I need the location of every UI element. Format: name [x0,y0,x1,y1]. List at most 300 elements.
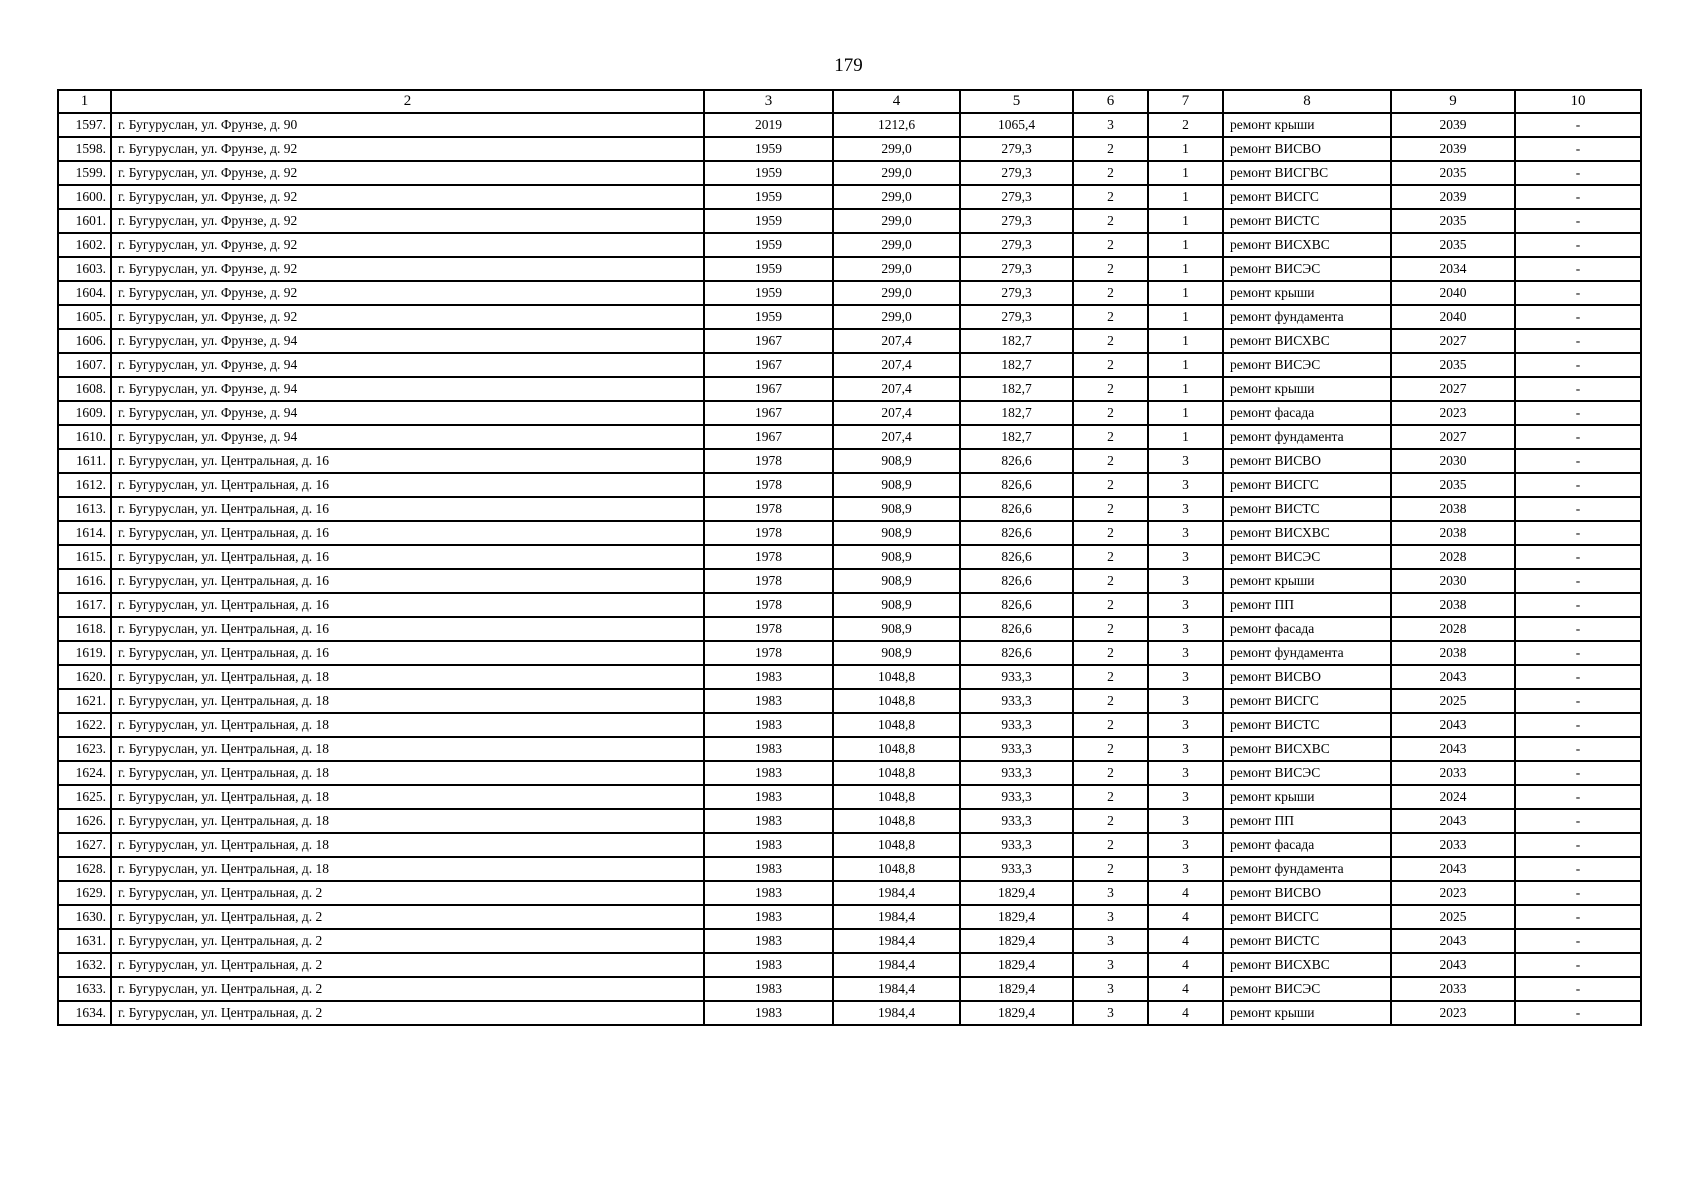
cell-row-number: 1631. [58,929,111,953]
column-header: 7 [1148,90,1223,113]
cell-work-type: ремонт ВИСХВС [1223,521,1391,545]
cell-entrances: 1 [1148,185,1223,209]
cell-entrances: 1 [1148,137,1223,161]
cell-living-area: 933,3 [960,761,1073,785]
cell-note: - [1515,137,1641,161]
cell-living-area: 1829,4 [960,1001,1073,1025]
cell-work-type: ремонт ВИСХВС [1223,329,1391,353]
cell-note: - [1515,377,1641,401]
cell-planned-year: 2033 [1391,977,1515,1001]
cell-work-type: ремонт крыши [1223,1001,1391,1025]
table-row [58,209,1641,233]
cell-year-built: 1983 [704,977,833,1001]
cell-note: - [1515,857,1641,881]
cell-work-type: ремонт ВИСХВС [1223,737,1391,761]
cell-work-type: ремонт фасада [1223,401,1391,425]
cell-year-built: 1959 [704,137,833,161]
cell-floors: 2 [1073,329,1148,353]
cell-entrances: 3 [1148,809,1223,833]
cell-total-area: 299,0 [833,305,960,329]
table-row [58,113,1641,137]
cell-entrances: 1 [1148,425,1223,449]
cell-year-built: 1978 [704,593,833,617]
cell-row-number: 1625. [58,785,111,809]
cell-floors: 3 [1073,113,1148,137]
cell-entrances: 4 [1148,1001,1223,1025]
cell-total-area: 1048,8 [833,737,960,761]
cell-year-built: 1978 [704,449,833,473]
cell-planned-year: 2039 [1391,185,1515,209]
cell-address: г. Бугуруслан, ул. Центральная, д. 18 [111,833,704,857]
cell-work-type: ремонт ВИСТС [1223,929,1391,953]
cell-living-area: 933,3 [960,833,1073,857]
table-row [58,545,1641,569]
cell-row-number: 1613. [58,497,111,521]
table-row [58,473,1641,497]
cell-total-area: 299,0 [833,137,960,161]
table-row [58,857,1641,881]
cell-year-built: 1967 [704,353,833,377]
cell-planned-year: 2040 [1391,305,1515,329]
cell-work-type: ремонт фундамента [1223,641,1391,665]
cell-note: - [1515,785,1641,809]
cell-total-area: 908,9 [833,641,960,665]
cell-planned-year: 2028 [1391,617,1515,641]
table-row [58,881,1641,905]
column-header: 9 [1391,90,1515,113]
cell-floors: 2 [1073,665,1148,689]
cell-address: г. Бугуруслан, ул. Центральная, д. 16 [111,449,704,473]
cell-total-area: 908,9 [833,593,960,617]
table-row [58,233,1641,257]
cell-floors: 2 [1073,281,1148,305]
table-row [58,689,1641,713]
cell-address: г. Бугуруслан, ул. Центральная, д. 18 [111,713,704,737]
cell-note: - [1515,617,1641,641]
cell-note: - [1515,881,1641,905]
cell-work-type: ремонт ВИСВО [1223,881,1391,905]
cell-entrances: 1 [1148,377,1223,401]
table-row [58,761,1641,785]
cell-planned-year: 2038 [1391,521,1515,545]
cell-entrances: 3 [1148,761,1223,785]
cell-living-area: 279,3 [960,305,1073,329]
cell-planned-year: 2033 [1391,761,1515,785]
table-row [58,329,1641,353]
cell-work-type: ремонт ВИСЭС [1223,545,1391,569]
cell-entrances: 1 [1148,257,1223,281]
cell-total-area: 299,0 [833,257,960,281]
cell-living-area: 279,3 [960,185,1073,209]
cell-floors: 3 [1073,977,1148,1001]
cell-total-area: 299,0 [833,233,960,257]
table-row [58,449,1641,473]
cell-entrances: 3 [1148,665,1223,689]
cell-entrances: 3 [1148,593,1223,617]
cell-living-area: 182,7 [960,377,1073,401]
cell-total-area: 908,9 [833,545,960,569]
cell-address: г. Бугуруслан, ул. Центральная, д. 16 [111,497,704,521]
cell-planned-year: 2038 [1391,593,1515,617]
cell-address: г. Бугуруслан, ул. Центральная, д. 18 [111,665,704,689]
cell-entrances: 4 [1148,953,1223,977]
cell-row-number: 1615. [58,545,111,569]
cell-entrances: 3 [1148,473,1223,497]
cell-living-area: 933,3 [960,785,1073,809]
cell-address: г. Бугуруслан, ул. Центральная, д. 2 [111,1001,704,1025]
cell-living-area: 279,3 [960,281,1073,305]
cell-note: - [1515,593,1641,617]
cell-work-type: ремонт ВИСХВС [1223,953,1391,977]
cell-entrances: 3 [1148,569,1223,593]
cell-planned-year: 2043 [1391,929,1515,953]
cell-row-number: 1624. [58,761,111,785]
cell-entrances: 3 [1148,689,1223,713]
cell-year-built: 1983 [704,953,833,977]
table-row [58,713,1641,737]
cell-address: г. Бугуруслан, ул. Фрунзе, д. 90 [111,113,704,137]
cell-planned-year: 2027 [1391,425,1515,449]
cell-floors: 3 [1073,905,1148,929]
cell-row-number: 1627. [58,833,111,857]
cell-planned-year: 2038 [1391,641,1515,665]
cell-work-type: ремонт ВИСГС [1223,185,1391,209]
cell-living-area: 933,3 [960,857,1073,881]
cell-year-built: 1959 [704,209,833,233]
cell-floors: 3 [1073,881,1148,905]
cell-row-number: 1599. [58,161,111,185]
cell-planned-year: 2043 [1391,809,1515,833]
cell-total-area: 207,4 [833,377,960,401]
cell-total-area: 1984,4 [833,953,960,977]
cell-work-type: ремонт фундамента [1223,857,1391,881]
cell-row-number: 1602. [58,233,111,257]
cell-floors: 2 [1073,185,1148,209]
cell-address: г. Бугуруслан, ул. Центральная, д. 2 [111,977,704,1001]
cell-work-type: ремонт фундамента [1223,305,1391,329]
cell-row-number: 1597. [58,113,111,137]
cell-planned-year: 2043 [1391,665,1515,689]
cell-address: г. Бугуруслан, ул. Фрунзе, д. 92 [111,209,704,233]
cell-living-area: 933,3 [960,713,1073,737]
cell-floors: 3 [1073,929,1148,953]
cell-total-area: 908,9 [833,569,960,593]
cell-note: - [1515,425,1641,449]
cell-year-built: 1983 [704,785,833,809]
cell-row-number: 1608. [58,377,111,401]
cell-planned-year: 2040 [1391,281,1515,305]
cell-note: - [1515,905,1641,929]
table-row [58,977,1641,1001]
cell-total-area: 299,0 [833,209,960,233]
cell-address: г. Бугуруслан, ул. Фрунзе, д. 92 [111,281,704,305]
cell-address: г. Бугуруслан, ул. Центральная, д. 16 [111,521,704,545]
cell-row-number: 1626. [58,809,111,833]
table-row [58,377,1641,401]
table-row [58,281,1641,305]
column-header: 2 [111,90,704,113]
cell-work-type: ремонт фасада [1223,617,1391,641]
cell-note: - [1515,713,1641,737]
cell-row-number: 1632. [58,953,111,977]
cell-year-built: 1959 [704,305,833,329]
cell-living-area: 1829,4 [960,977,1073,1001]
column-header: 10 [1515,90,1641,113]
cell-work-type: ремонт ВИСХВС [1223,233,1391,257]
table-row [58,785,1641,809]
cell-address: г. Бугуруслан, ул. Центральная, д. 16 [111,569,704,593]
cell-living-area: 826,6 [960,641,1073,665]
cell-total-area: 207,4 [833,353,960,377]
cell-address: г. Бугуруслан, ул. Центральная, д. 2 [111,953,704,977]
cell-row-number: 1606. [58,329,111,353]
table-row [58,569,1641,593]
table-row [58,425,1641,449]
cell-year-built: 1983 [704,761,833,785]
cell-planned-year: 2023 [1391,1001,1515,1025]
cell-year-built: 1983 [704,929,833,953]
cell-address: г. Бугуруслан, ул. Фрунзе, д. 92 [111,137,704,161]
cell-note: - [1515,329,1641,353]
cell-total-area: 1048,8 [833,713,960,737]
table-header-row [58,90,1641,113]
cell-year-built: 1978 [704,521,833,545]
cell-floors: 2 [1073,209,1148,233]
cell-row-number: 1607. [58,353,111,377]
cell-entrances: 3 [1148,833,1223,857]
table-row [58,401,1641,425]
cell-address: г. Бугуруслан, ул. Центральная, д. 18 [111,761,704,785]
cell-floors: 2 [1073,377,1148,401]
cell-address: г. Бугуруслан, ул. Центральная, д. 16 [111,641,704,665]
cell-entrances: 3 [1148,737,1223,761]
cell-entrances: 3 [1148,785,1223,809]
registry-table [57,89,1642,1026]
cell-total-area: 1984,4 [833,929,960,953]
cell-living-area: 1065,4 [960,113,1073,137]
cell-entrances: 3 [1148,545,1223,569]
cell-year-built: 1978 [704,617,833,641]
cell-year-built: 1983 [704,833,833,857]
cell-entrances: 1 [1148,161,1223,185]
cell-note: - [1515,809,1641,833]
cell-planned-year: 2035 [1391,353,1515,377]
cell-year-built: 1967 [704,401,833,425]
cell-row-number: 1622. [58,713,111,737]
cell-note: - [1515,185,1641,209]
cell-total-area: 207,4 [833,401,960,425]
cell-entrances: 1 [1148,353,1223,377]
cell-living-area: 826,6 [960,593,1073,617]
cell-total-area: 1984,4 [833,881,960,905]
cell-note: - [1515,977,1641,1001]
cell-entrances: 3 [1148,497,1223,521]
cell-planned-year: 2043 [1391,857,1515,881]
cell-note: - [1515,257,1641,281]
cell-living-area: 933,3 [960,665,1073,689]
page-number: 179 [834,55,863,76]
cell-year-built: 1967 [704,425,833,449]
cell-work-type: ремонт ВИСТС [1223,209,1391,233]
cell-entrances: 4 [1148,929,1223,953]
table-row [58,161,1641,185]
cell-total-area: 299,0 [833,281,960,305]
cell-year-built: 1978 [704,497,833,521]
cell-planned-year: 2034 [1391,257,1515,281]
cell-living-area: 182,7 [960,329,1073,353]
cell-note: - [1515,233,1641,257]
cell-planned-year: 2035 [1391,209,1515,233]
cell-address: г. Бугуруслан, ул. Фрунзе, д. 92 [111,257,704,281]
cell-note: - [1515,209,1641,233]
cell-row-number: 1628. [58,857,111,881]
cell-planned-year: 2043 [1391,737,1515,761]
cell-total-area: 207,4 [833,425,960,449]
table-row [58,521,1641,545]
cell-living-area: 826,6 [960,497,1073,521]
cell-row-number: 1605. [58,305,111,329]
cell-year-built: 1978 [704,569,833,593]
cell-note: - [1515,833,1641,857]
cell-entrances: 3 [1148,713,1223,737]
cell-floors: 2 [1073,569,1148,593]
cell-address: г. Бугуруслан, ул. Центральная, д. 2 [111,929,704,953]
cell-address: г. Бугуруслан, ул. Центральная, д. 2 [111,881,704,905]
cell-note: - [1515,665,1641,689]
cell-year-built: 1983 [704,689,833,713]
cell-living-area: 279,3 [960,137,1073,161]
cell-address: г. Бугуруслан, ул. Фрунзе, д. 92 [111,305,704,329]
cell-planned-year: 2025 [1391,905,1515,929]
cell-address: г. Бугуруслан, ул. Центральная, д. 18 [111,857,704,881]
cell-living-area: 279,3 [960,257,1073,281]
cell-living-area: 182,7 [960,353,1073,377]
cell-planned-year: 2027 [1391,377,1515,401]
cell-entrances: 1 [1148,233,1223,257]
cell-living-area: 933,3 [960,737,1073,761]
cell-row-number: 1623. [58,737,111,761]
cell-floors: 2 [1073,593,1148,617]
cell-row-number: 1609. [58,401,111,425]
column-header: 5 [960,90,1073,113]
cell-work-type: ремонт ВИСЭС [1223,977,1391,1001]
cell-living-area: 933,3 [960,689,1073,713]
cell-living-area: 1829,4 [960,953,1073,977]
cell-year-built: 1959 [704,233,833,257]
cell-total-area: 1048,8 [833,833,960,857]
cell-year-built: 1983 [704,1001,833,1025]
cell-work-type: ремонт ВИСГС [1223,905,1391,929]
cell-living-area: 279,3 [960,233,1073,257]
table-row [58,593,1641,617]
table-row [58,617,1641,641]
cell-address: г. Бугуруслан, ул. Центральная, д. 18 [111,737,704,761]
cell-living-area: 1829,4 [960,881,1073,905]
table-row [58,953,1641,977]
table-row [58,737,1641,761]
cell-total-area: 1048,8 [833,809,960,833]
cell-address: г. Бугуруслан, ул. Центральная, д. 18 [111,785,704,809]
cell-living-area: 826,6 [960,473,1073,497]
table-row [58,905,1641,929]
cell-note: - [1515,929,1641,953]
cell-year-built: 1978 [704,473,833,497]
cell-year-built: 1983 [704,857,833,881]
cell-row-number: 1616. [58,569,111,593]
cell-work-type: ремонт ПП [1223,809,1391,833]
cell-total-area: 908,9 [833,497,960,521]
cell-note: - [1515,161,1641,185]
cell-entrances: 3 [1148,521,1223,545]
cell-floors: 2 [1073,737,1148,761]
cell-note: - [1515,449,1641,473]
cell-floors: 3 [1073,1001,1148,1025]
cell-entrances: 4 [1148,881,1223,905]
cell-year-built: 1978 [704,545,833,569]
cell-entrances: 4 [1148,905,1223,929]
cell-note: - [1515,521,1641,545]
cell-note: - [1515,353,1641,377]
cell-floors: 2 [1073,305,1148,329]
cell-planned-year: 2039 [1391,113,1515,137]
cell-living-area: 826,6 [960,521,1073,545]
cell-floors: 2 [1073,497,1148,521]
cell-total-area: 207,4 [833,329,960,353]
column-header: 6 [1073,90,1148,113]
cell-note: - [1515,737,1641,761]
cell-note: - [1515,497,1641,521]
cell-row-number: 1619. [58,641,111,665]
cell-planned-year: 2027 [1391,329,1515,353]
cell-living-area: 1829,4 [960,905,1073,929]
cell-floors: 2 [1073,161,1148,185]
cell-work-type: ремонт крыши [1223,377,1391,401]
cell-planned-year: 2023 [1391,881,1515,905]
cell-row-number: 1600. [58,185,111,209]
cell-planned-year: 2024 [1391,785,1515,809]
cell-row-number: 1610. [58,425,111,449]
cell-work-type: ремонт ВИСЭС [1223,257,1391,281]
cell-living-area: 826,6 [960,545,1073,569]
cell-planned-year: 2035 [1391,161,1515,185]
cell-planned-year: 2023 [1391,401,1515,425]
cell-address: г. Бугуруслан, ул. Фрунзе, д. 92 [111,185,704,209]
cell-floors: 2 [1073,689,1148,713]
cell-planned-year: 2038 [1391,497,1515,521]
table-row [58,257,1641,281]
cell-total-area: 1048,8 [833,785,960,809]
cell-entrances: 1 [1148,401,1223,425]
cell-entrances: 3 [1148,617,1223,641]
cell-planned-year: 2030 [1391,569,1515,593]
table-row [58,641,1641,665]
cell-row-number: 1614. [58,521,111,545]
table-body [58,113,1641,1025]
cell-total-area: 908,9 [833,473,960,497]
cell-row-number: 1612. [58,473,111,497]
cell-note: - [1515,569,1641,593]
cell-living-area: 182,7 [960,401,1073,425]
cell-work-type: ремонт ВИСТС [1223,713,1391,737]
cell-year-built: 1983 [704,713,833,737]
cell-floors: 2 [1073,545,1148,569]
cell-year-built: 1978 [704,641,833,665]
cell-planned-year: 2028 [1391,545,1515,569]
cell-total-area: 908,9 [833,521,960,545]
cell-work-type: ремонт крыши [1223,281,1391,305]
cell-year-built: 1983 [704,737,833,761]
cell-total-area: 1212,6 [833,113,960,137]
